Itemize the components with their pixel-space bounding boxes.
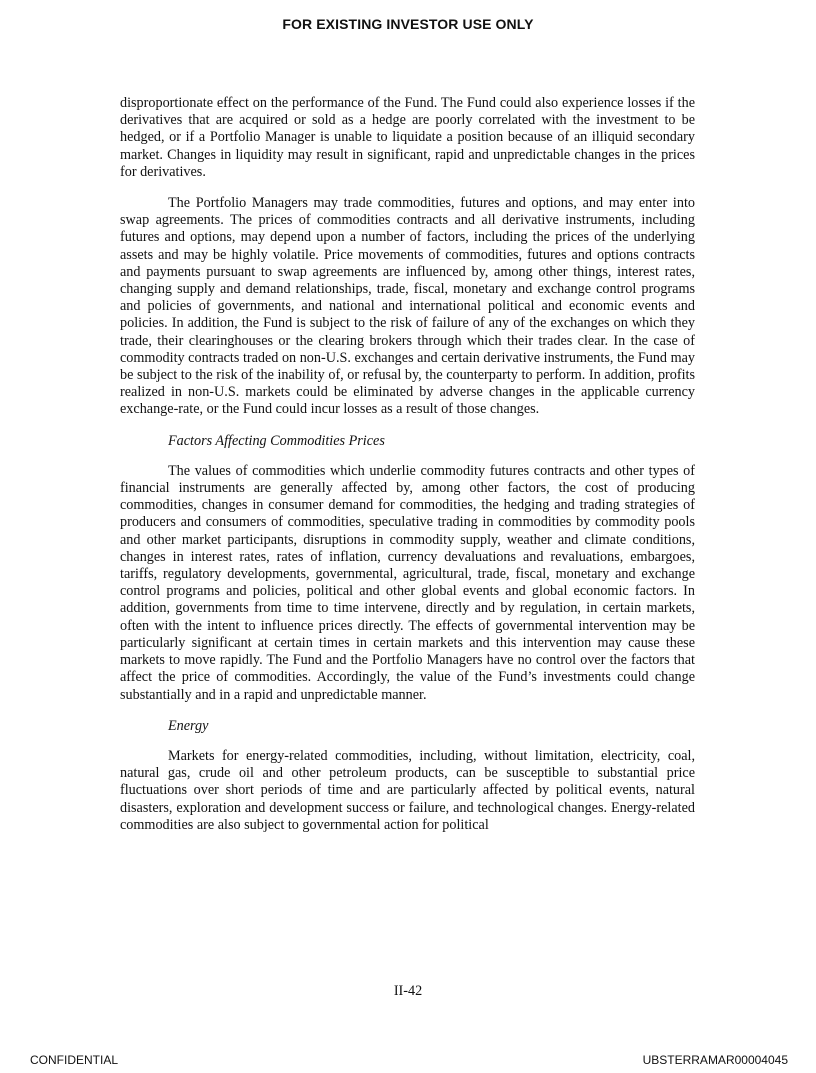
paragraph-derivatives-continued: disproportionate effect on the performance of the Fund. The Fund could also experience losses if the derivatives that are acquired or sold as a hedge are poorly correlated with the investment to be hedged, or if a Portfolio Manager is unable to liquidate a position because of an illiquid secondary market. Changes in liquidity may result in significant, rapid and unpredictable changes in the prices for derivatives. [120, 95, 695, 180]
paragraph-portfolio-managers-trade: The Portfolio Managers may trade commodities, futures and options, and may enter into swap agreements. The prices of commodities contracts and all derivative instruments, including futures and options, may depend upon a number of factors, including the prices of the underlying assets and may be highly volatile. Price movements of commodities, futures and options contracts and payments pursuant to swap agreements are influenced by, among other things, interest rates, changing supply and demand relationships, trade, fiscal, monetary and exchange control programs and policies of governments, and national and international political and economic events and policies. In addition, the Fund is subject to the risk of failure of any of the exchanges on which they trade, their clearinghouses or the clearing brokers through which their trades clear. In the case of commodity contracts traded on non-U.S. exchanges and certain derivative instruments, the Fund may be subject to the risk of the inability of, or refusal by, the counterparty to perform. In addition, profits realized in non-U.S. markets could be eliminated by adverse changes in the applicable currency exchange-rate, or the Fund could incur losses as a result of those changes. [120, 195, 695, 418]
page-header: FOR EXISTING INVESTOR USE ONLY [282, 16, 534, 32]
document-body [120, 95, 695, 848]
page-number: II-42 [393, 983, 423, 999]
paragraph-energy-markets: Markets for energy-related commodities, including, without limitation, electricity, coal, natural gas, crude oil and other petroleum products, can be susceptible to substantial price fluctuations over short periods of time and are particularly affected by political events, natural disasters, exploration and development success or failure, and technological changes. Energy-related commodities are also subject to governmental action for political [120, 747, 695, 833]
footer-confidential: CONFIDENTIAL [30, 1053, 119, 1067]
subheading-energy: Energy [168, 717, 209, 734]
subheading-factors-commodities: Factors Affecting Commodities Prices [168, 432, 385, 449]
footer-bates-number: UBSTERRAMAR00004045 [642, 1053, 788, 1067]
paragraph-commodity-values: The values of commodities which underlie commodity futures contracts and other types of financial instruments are generally affected by, among other factors, the cost of producing commodities, changes in consumer demand for commodities, the hedging and trading strategies of producers and consumers of commodities, speculative trading in commodities by commodity pools and other market participants, disruptions in commodity supply, weather and climate conditions, changes in interest rates, rates of inflation, currency devaluations and revaluations, embargoes, tariffs, regulatory developments, governmental, agricultural, trade, fiscal, monetary and exchange control programs and policies, political and other global events and global economic factors. In addition, governments from time to time intervene, directly and by regulation, in certain markets, often with the intent to influence prices directly. The effects of governmental intervention may be particularly significant at certain times in certain markets and this intervention may cause these markets to move rapidly. The Fund and the Portfolio Managers have no control over the factors that affect the price of commodities. Accordingly, the value of the Fund’s investments could change substantially and in a rapid and unpredictable manner. [120, 462, 695, 703]
